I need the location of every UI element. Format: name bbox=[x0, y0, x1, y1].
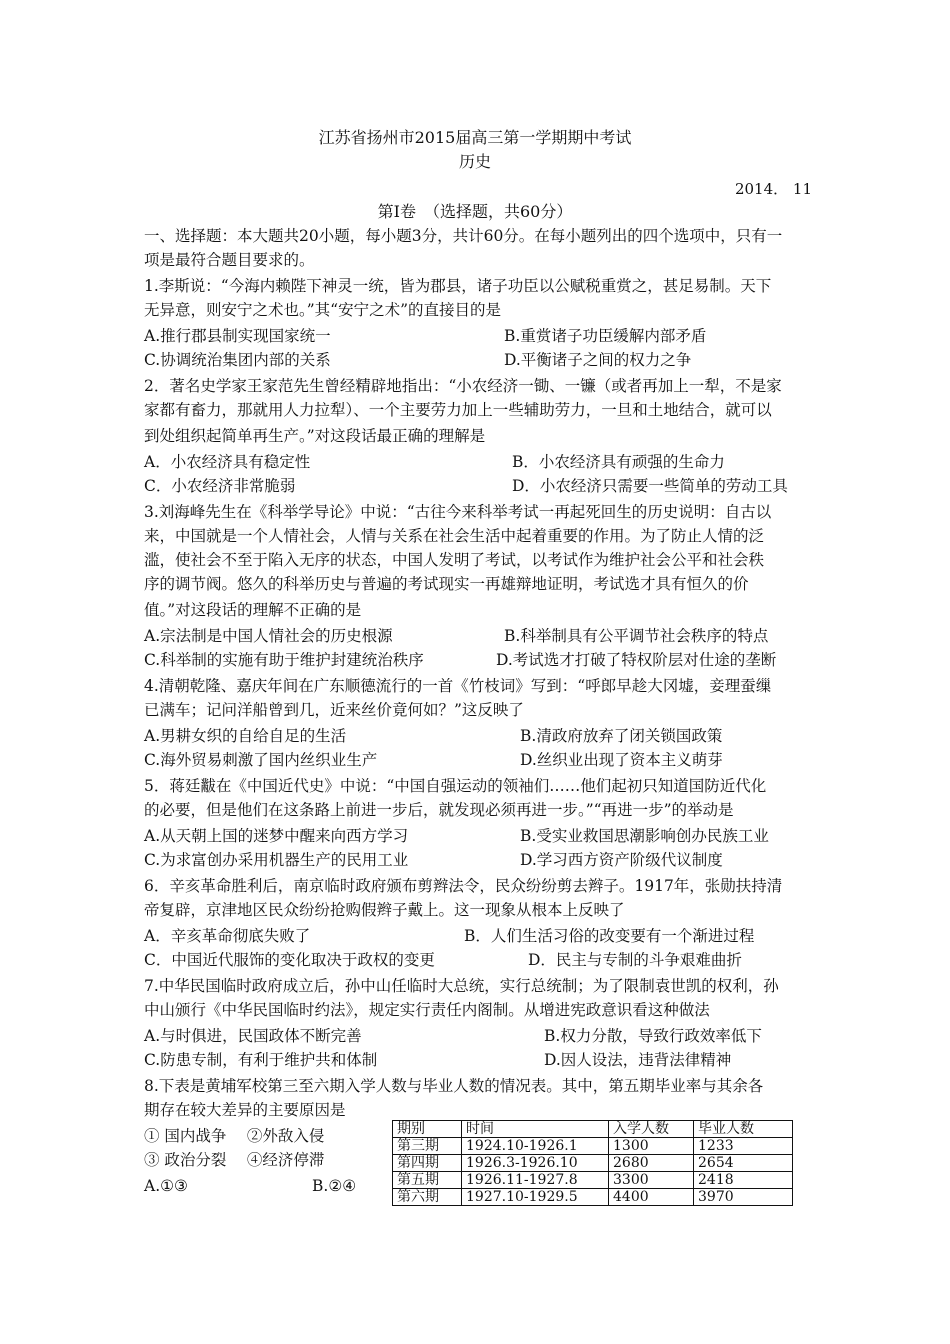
table-row bbox=[393, 1172, 793, 1189]
section-heading: 第Ⅰ卷 （选择题，共60分） bbox=[377, 202, 573, 221]
table-header-cell: 时间 bbox=[462, 1121, 609, 1138]
question-2-line: 到处组织起简单再生产。”对这段话最正确的理解是 bbox=[144, 427, 486, 445]
question-7-option-a: A.与时俱进，民国政体不断完善 bbox=[144, 1027, 362, 1045]
table-cell: 1926.11-1927.8 bbox=[462, 1172, 609, 1189]
table-cell: 1924.10-1926.1 bbox=[462, 1138, 609, 1155]
question-3-option-a: A.宗法制是中国人情社会的历史根源 bbox=[144, 627, 393, 645]
table-row bbox=[393, 1189, 793, 1206]
question-6-option-d: D．民主与专制的斗争艰难曲折 bbox=[528, 951, 742, 969]
question-7-option-d: D.因人设法，违背法律精神 bbox=[544, 1051, 732, 1069]
whampoa-enrollment-table bbox=[392, 1120, 793, 1206]
question-1-option-a: A.推行郡县制实现国家统一 bbox=[144, 327, 331, 345]
question-3-line: 序的调节阀。悠久的科举历史与普遍的考试现实一再雄辩地证明，考试选才具有恒久的价 bbox=[144, 575, 749, 593]
table-cell: 1233 bbox=[694, 1138, 793, 1155]
table-cell: 第六期 bbox=[393, 1189, 462, 1206]
table-header-row bbox=[393, 1121, 793, 1138]
question-5-option-c: C.为求富创办采用机器生产的民用工业 bbox=[144, 851, 409, 869]
question-4-option-d: D.丝织业出现了资本主义萌芽 bbox=[520, 751, 723, 769]
table-header-cell: 毕业人数 bbox=[694, 1121, 793, 1138]
exam-date: 2014． 11 bbox=[734, 180, 812, 198]
question-2-option-a: A．小农经济具有稳定性 bbox=[144, 453, 311, 471]
question-5-line: 5．蒋廷黻在《中国近代史》中说：“中国自强运动的领袖们……他们起初只知道国防近代化 bbox=[144, 777, 767, 795]
question-3-line: 3.刘海峰先生在《科举学导论》中说：“古往今来科举考试一再起死回生的历史说明：自古以 bbox=[144, 503, 772, 521]
question-2-line: 2．著名史学家王家范先生曾经精辟地指出：“小农经济一锄、一镰（或者再加上一犁，不是家 bbox=[144, 377, 782, 395]
table-row bbox=[393, 1155, 793, 1172]
question-7-line: 中山颁行《中华民国临时约法》，规定实行责任内阁制。从增进宪政意识看这种做法 bbox=[144, 1001, 710, 1019]
question-8-option-b: B.②④ bbox=[312, 1177, 357, 1195]
question-7-option-c: C.防患专制，有利于维护共和体制 bbox=[144, 1051, 378, 1069]
table-cell: 2418 bbox=[694, 1172, 793, 1189]
question-2-option-c: C．小农经济非常脆弱 bbox=[144, 477, 296, 495]
question-3-line: 值。”对这段话的理解不正确的是 bbox=[144, 601, 362, 619]
question-4-option-c: C.海外贸易刺激了国内丝织业生产 bbox=[144, 751, 378, 769]
question-2-option-d: D．小农经济只需要一些简单的劳动工具 bbox=[512, 477, 788, 495]
table-cell: 3970 bbox=[694, 1189, 793, 1206]
question-4-line: 已满车；记问洋船曾到几，近来丝价竟何如？”这反映了 bbox=[144, 701, 524, 719]
table-cell: 1926.3-1926.10 bbox=[462, 1155, 609, 1172]
instructions-line: 项是最符合题目要求的。 bbox=[144, 251, 315, 269]
table-cell: 4400 bbox=[609, 1189, 694, 1206]
question-7-option-b: B.权力分散，导致行政效率低下 bbox=[544, 1027, 762, 1045]
table-cell: 1927.10-1929.5 bbox=[462, 1189, 609, 1206]
question-1-option-d: D.平衡诸子之间的权力之争 bbox=[504, 351, 692, 369]
table-cell: 第三期 bbox=[393, 1138, 462, 1155]
question-1-line: 1.李斯说：“今海内赖陛下神灵一统，皆为郡县，诸子功臣以公赋税重赏之，甚足易制。天下 bbox=[144, 277, 772, 295]
question-1-line: 无异意，则安宁之术也。”其“安宁之术”的直接目的是 bbox=[144, 301, 502, 319]
question-8-line: 期存在较大差异的主要原因是 bbox=[144, 1101, 346, 1119]
exam-subject: 历史 bbox=[458, 152, 491, 171]
question-5-line: 的必要，但是他们在这条路上前进一步后，就发现必须再进一步。”“再进一步”的举动是 bbox=[144, 801, 734, 819]
question-4-line: 4.清朝乾隆、嘉庆年间在广东顺德流行的一首《竹枝词》写到：“呼郎早趁大冈墟，妾理蚕缫 bbox=[144, 677, 772, 695]
instructions-line: 一、选择题：本大题共20小题，每小题3分，共计60分。在每小题列出的四个选项中，只有一 bbox=[144, 227, 783, 245]
question-2-option-b: B．小农经济具有顽强的生命力 bbox=[512, 453, 725, 471]
question-6-option-c: C．中国近代服饰的变化取决于政权的变更 bbox=[144, 951, 435, 969]
question-6-option-b: B．人们生活习俗的改变要有一个渐进过程 bbox=[464, 927, 755, 945]
question-5-option-d: D.学习西方资产阶级代议制度 bbox=[520, 851, 723, 869]
question-4-option-a: A.男耕女织的自给自足的生活 bbox=[144, 727, 347, 745]
question-3-line: 滥，使社会不至于陷入无序的状态，中国人发明了考试，以考试作为维护社会公平和社会秩 bbox=[144, 551, 765, 569]
question-8-choice-row: ① 国内战争 ②外敌入侵 bbox=[144, 1127, 325, 1145]
question-3-option-d: D.考试选才打破了特权阶层对仕途的垄断 bbox=[496, 651, 777, 669]
table-cell: 2654 bbox=[694, 1155, 793, 1172]
table-header-cell: 入学人数 bbox=[609, 1121, 694, 1138]
question-6-line: 6．辛亥革命胜利后，南京临时政府颁布剪辫法令，民众纷纷剪去辫子。1917年，张勋扶持清 bbox=[144, 877, 783, 895]
question-1-option-c: C.协调统治集团内部的关系 bbox=[144, 351, 331, 369]
exam-title: 江苏省扬州市2015届高三第一学期期中考试 bbox=[318, 128, 632, 147]
question-3-line: 来，中国就是一个人情社会，人情与关系在社会生活中起着重要的作用。为了防止人情的泛 bbox=[144, 527, 765, 545]
question-5-option-b: B.受实业救国思潮影响创办民族工业 bbox=[520, 827, 769, 845]
question-4-option-b: B.清政府放弃了闭关锁国政策 bbox=[520, 727, 723, 745]
question-6-line: 帝复辟，京津地区民众纷纷抢购假辫子戴上。这一现象从根本上反映了 bbox=[144, 901, 625, 919]
question-8-option-a: A.①③ bbox=[144, 1177, 188, 1195]
table-cell: 1300 bbox=[609, 1138, 694, 1155]
question-6-option-a: A．辛亥革命彻底失败了 bbox=[144, 927, 311, 945]
question-7-line: 7.中华民国临时政府成立后，孙中山任临时大总统，实行总统制；为了限制袁世凯的权利，孙 bbox=[144, 977, 779, 995]
table-header-cell: 期别 bbox=[393, 1121, 462, 1138]
question-5-option-a: A.从天朝上国的迷梦中醒来向西方学习 bbox=[144, 827, 409, 845]
table-cell: 第四期 bbox=[393, 1155, 462, 1172]
question-8-choice-row: ③ 政治分裂 ④经济停滞 bbox=[144, 1151, 325, 1169]
question-3-option-b: B.科举制具有公平调节社会秩序的特点 bbox=[504, 627, 769, 645]
table-cell: 第五期 bbox=[393, 1172, 462, 1189]
question-1-option-b: B.重赏诸子功臣缓解内部矛盾 bbox=[504, 327, 707, 345]
table-row bbox=[393, 1138, 793, 1155]
question-2-line: 家都有畜力，那就用人力拉犁）、一个主要劳力加上一些辅助劳力，一旦和土地结合，就可以 bbox=[144, 401, 772, 419]
question-8-line: 8.下表是黄埔军校第三至六期入学人数与毕业人数的情况表。其中，第五期毕业率与其余各 bbox=[144, 1077, 764, 1095]
table-cell: 3300 bbox=[609, 1172, 694, 1189]
table-cell: 2680 bbox=[609, 1155, 694, 1172]
question-3-option-c: C.科举制的实施有助于维护封建统治秩序 bbox=[144, 651, 424, 669]
